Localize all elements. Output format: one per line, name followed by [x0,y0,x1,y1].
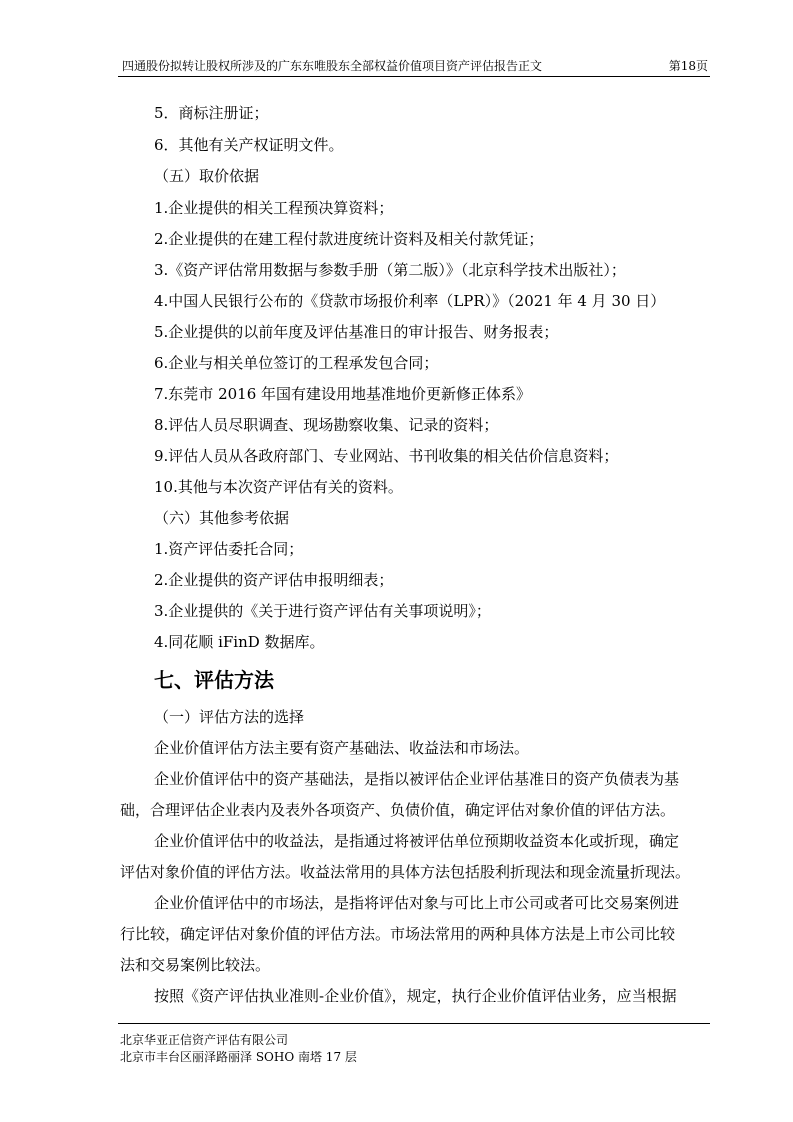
list-item: 4.同花顺 iFinD 数据库。 [154,633,325,651]
list-item: 6．其他有关产权证明文件。 [154,136,344,154]
list-item: 5.企业提供的以前年度及评估基准日的审计报告、财务报表； [154,323,559,341]
header-title: 四通股份拟转让股权所涉及的广东东唯股东全部权益价值项目资产评估报告正文 [122,59,543,73]
subsection-heading-methods: （一）评估方法的选择 [154,708,305,726]
subsection-heading-6: （六）其他参考依据 [154,509,290,527]
paragraph-line: 企业价值评估方法主要有资产基础法、收益法和市场法。 [154,739,530,757]
list-item: 4.中国人民银行公布的《贷款市场报价利率（LPR）》（2021 年 4 月 30 日） [154,292,666,310]
list-item: 8.评估人员尽职调查、现场勘察收集、记录的资料； [154,416,499,434]
list-item: 9.评估人员从各政府部门、专业网站、书刊收集的相关估价信息资料； [154,447,619,465]
list-item: 1.企业提供的相关工程预决算资料； [154,199,394,217]
list-item: 1.资产评估委托合同； [154,540,304,558]
paragraph-line: 按照《资产评估执业准则-企业价值》，规定，执行企业价值评估业务，应当根据 [154,987,677,1005]
list-item: 10.其他与本次资产评估有关的资料。 [154,478,403,496]
footer-company: 北京华亚正信资产评估有限公司 [120,1033,289,1047]
page-number: 第18页 [668,59,708,73]
list-item: 2.企业提供的资产评估申报明细表； [154,571,394,589]
list-item: 6.企业与相关单位签订的工程承发包合同； [154,354,439,372]
list-item: 5．商标注册证； [154,104,269,122]
paragraph-line: 企业价值评估中的资产基础法，是指以被评估企业评估基准日的资产负债表为基 [154,770,680,788]
page-header [118,52,710,77]
section-heading: 七、评估方法 [154,668,274,692]
paragraph-line: 法和交易案例比较法。 [120,956,271,974]
footer-address: 北京市丰台区丽泽路丽泽 SOHO 南塔 17 层 [120,1050,357,1064]
paragraph-line: 企业价值评估中的市场法，是指将评估对象与可比上市公司或者可比交易案例进 [154,894,680,912]
list-item: 3.《资产评估常用数据与参数手册（第二版）》（北京科学技术出版社）； [154,261,626,279]
paragraph-line: 础，合理评估企业表内及表外各项资产、负债价值，确定评估对象价值的评估方法。 [120,801,676,819]
list-item: 2.企业提供的在建工程付款进度统计资料及相关付款凭证； [154,230,544,248]
paragraph-line: 企业价值评估中的收益法，是指通过将被评估单位预期收益资本化或折现，确定 [154,832,680,850]
page-footer [118,1023,710,1064]
subsection-heading-5: （五）取价依据 [154,167,260,185]
list-item: 7.东莞市 2016 年国有建设用地基准地价更新修正体系》 [154,385,532,403]
list-item: 3.企业提供的《关于进行资产评估有关事项说明》； [154,602,491,620]
paragraph-line: 行比较，确定评估对象价值的评估方法。市场法常用的两种具体方法是上市公司比较 [120,925,676,943]
paragraph-line: 评估对象价值的评估方法。收益法常用的具体方法包括股利折现法和现金流量折现法。 [120,863,691,881]
